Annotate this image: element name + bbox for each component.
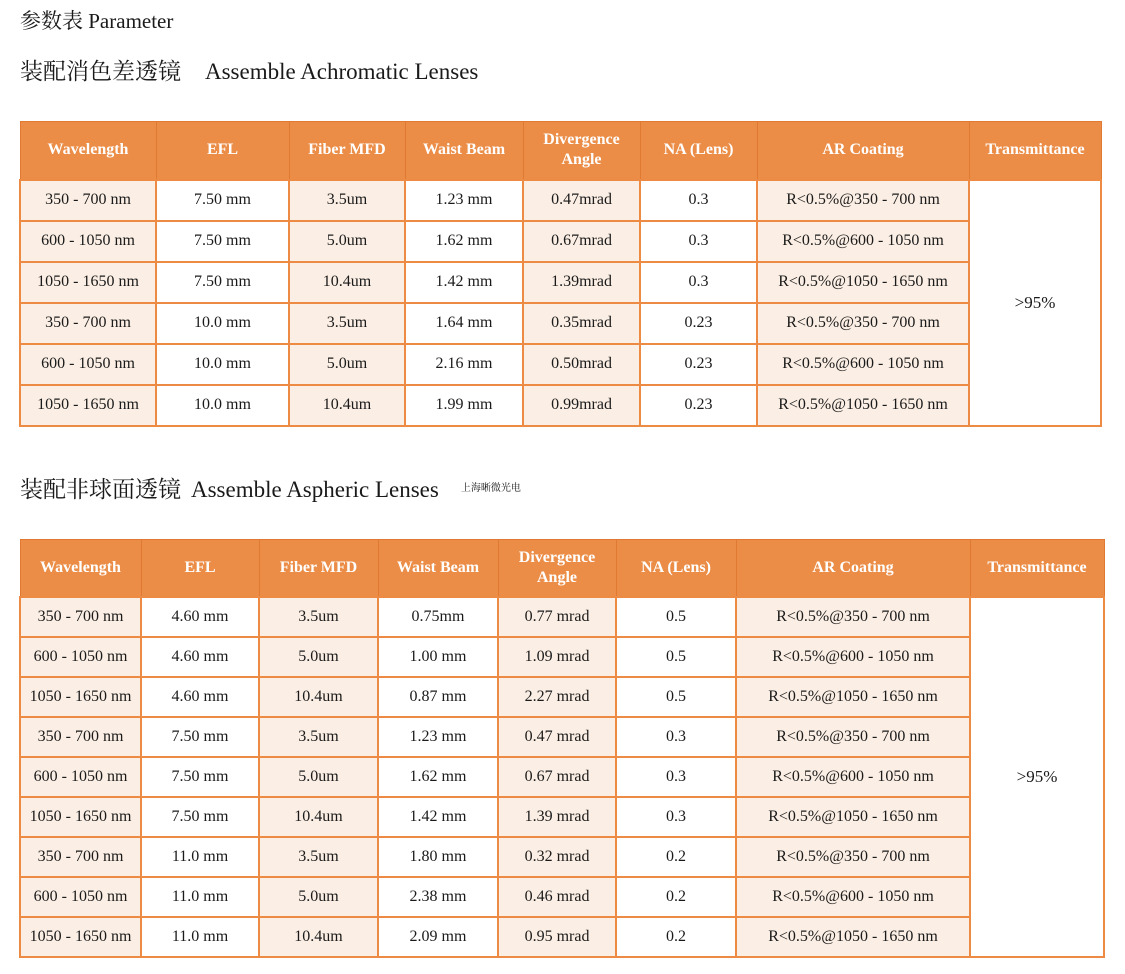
section-title-en: Assemble Aspheric Lenses [191,477,439,502]
cell-ar-coating: R<0.5%@600 - 1050 nm [736,877,970,917]
cell-waist-beam: 1.42 mm [405,262,523,303]
cell-na: 0.2 [616,917,736,957]
header-waist-beam: Waist Beam [405,122,523,180]
table-row [20,837,1104,877]
table-row [20,637,1104,677]
cell-fiber-mfd: 3.5um [289,180,405,221]
cell-fiber-mfd: 3.5um [259,837,378,877]
table-row [20,303,1101,344]
cell-divergence: 0.46 mrad [498,877,616,917]
cell-waist-beam: 0.75mm [378,597,498,637]
cell-efl: 7.50 mm [156,180,289,221]
header-divergence-angle: Divergence Angle [523,122,640,180]
cell-waist-beam: 1.62 mm [378,757,498,797]
cell-na: 0.3 [616,757,736,797]
cell-efl: 4.60 mm [141,637,259,677]
cell-ar-coating: R<0.5%@600 - 1050 nm [757,221,969,262]
cell-waist-beam: 1.23 mm [378,717,498,757]
cell-divergence: 0.95 mrad [498,917,616,957]
table-row [20,717,1104,757]
header-fiber-mfd: Fiber MFD [289,122,405,180]
header-wavelength: Wavelength [20,122,156,180]
cell-wavelength: 1050 - 1650 nm [20,677,141,717]
cell-waist-beam: 2.16 mm [405,344,523,385]
cell-efl: 7.50 mm [141,757,259,797]
cell-ar-coating: R<0.5%@350 - 700 nm [736,837,970,877]
cell-wavelength: 350 - 700 nm [20,597,141,637]
cell-divergence: 0.67mrad [523,221,640,262]
header-transmittance: Transmittance [970,540,1104,597]
cell-efl: 10.0 mm [156,385,289,426]
section-heading-aspheric [20,474,521,505]
header-waist-beam: Waist Beam [378,540,498,597]
cell-na: 0.5 [616,637,736,677]
table-row [20,597,1104,637]
cell-ar-coating: R<0.5%@1050 - 1650 nm [736,917,970,957]
cell-ar-coating: R<0.5%@350 - 700 nm [736,717,970,757]
cell-wavelength: 1050 - 1650 nm [20,262,156,303]
cell-wavelength: 1050 - 1650 nm [20,385,156,426]
cell-wavelength: 600 - 1050 nm [20,221,156,262]
header-divergence-angle: Divergence Angle [498,540,616,597]
cell-fiber-mfd: 3.5um [259,597,378,637]
cell-efl: 11.0 mm [141,837,259,877]
cell-fiber-mfd: 5.0um [259,757,378,797]
cell-na: 0.5 [616,597,736,637]
aspheric-lens-table [19,539,1105,958]
cell-ar-coating: R<0.5%@600 - 1050 nm [736,637,970,677]
cell-waist-beam: 1.99 mm [405,385,523,426]
cell-divergence: 1.09 mrad [498,637,616,677]
cell-efl: 4.60 mm [141,677,259,717]
header-efl: EFL [156,122,289,180]
cell-efl: 7.50 mm [156,262,289,303]
cell-divergence: 0.77 mrad [498,597,616,637]
header-fiber-mfd: Fiber MFD [259,540,378,597]
cell-na: 0.23 [640,303,757,344]
cell-wavelength: 350 - 700 nm [20,180,156,221]
cell-ar-coating: R<0.5%@600 - 1050 nm [736,757,970,797]
cell-wavelength: 1050 - 1650 nm [20,917,141,957]
cell-efl: 7.50 mm [156,221,289,262]
cell-ar-coating: R<0.5%@1050 - 1650 nm [757,262,969,303]
cell-wavelength: 600 - 1050 nm [20,757,141,797]
cell-fiber-mfd: 5.0um [259,877,378,917]
cell-divergence: 1.39 mrad [498,797,616,837]
cell-fiber-mfd: 5.0um [289,221,405,262]
header-wavelength: Wavelength [20,540,141,597]
cell-fiber-mfd: 3.5um [259,717,378,757]
table-row [20,221,1101,262]
table-row [20,344,1101,385]
header-na-lens: NA (Lens) [616,540,736,597]
cell-fiber-mfd: 5.0um [259,637,378,677]
cell-divergence: 0.47 mrad [498,717,616,757]
cell-divergence: 1.39mrad [523,262,640,303]
header-ar-coating: AR Coating [757,122,969,180]
cell-divergence: 0.32 mrad [498,837,616,877]
cell-divergence: 0.99mrad [523,385,640,426]
header-efl: EFL [141,540,259,597]
cell-transmittance: >95% [970,597,1104,957]
cell-fiber-mfd: 10.4um [259,797,378,837]
header-na-lens: NA (Lens) [640,122,757,180]
cell-wavelength: 350 - 700 nm [20,717,141,757]
cell-waist-beam: 1.64 mm [405,303,523,344]
cell-na: 0.3 [640,221,757,262]
cell-ar-coating: R<0.5%@1050 - 1650 nm [757,385,969,426]
cell-na: 0.3 [640,262,757,303]
cell-waist-beam: 2.38 mm [378,877,498,917]
cell-fiber-mfd: 10.4um [259,917,378,957]
section-title-zh: 装配非球面透镜 [20,477,181,502]
cell-ar-coating: R<0.5%@350 - 700 nm [736,597,970,637]
cell-efl: 7.50 mm [141,797,259,837]
table-row [20,677,1104,717]
cell-wavelength: 1050 - 1650 nm [20,797,141,837]
cell-wavelength: 600 - 1050 nm [20,637,141,677]
cell-fiber-mfd: 10.4um [289,262,405,303]
cell-na: 0.3 [616,797,736,837]
cell-transmittance: >95% [969,180,1101,426]
cell-divergence: 0.47mrad [523,180,640,221]
table-row [20,877,1104,917]
header-transmittance: Transmittance [969,122,1101,180]
cell-efl: 7.50 mm [141,717,259,757]
cell-efl: 10.0 mm [156,303,289,344]
header-ar-coating: AR Coating [736,540,970,597]
cell-ar-coating: R<0.5%@350 - 700 nm [757,303,969,344]
achromatic-lens-table [19,121,1102,427]
cell-na: 0.3 [616,717,736,757]
cell-divergence: 0.50mrad [523,344,640,385]
table-header-row [20,540,1104,597]
cell-waist-beam: 1.00 mm [378,637,498,677]
cell-efl: 4.60 mm [141,597,259,637]
cell-fiber-mfd: 5.0um [289,344,405,385]
table-row [20,797,1104,837]
cell-divergence: 0.35mrad [523,303,640,344]
cell-na: 0.2 [616,837,736,877]
cell-fiber-mfd: 10.4um [289,385,405,426]
table-row [20,757,1104,797]
cell-ar-coating: R<0.5%@1050 - 1650 nm [736,797,970,837]
table-row [20,917,1104,957]
cell-efl: 11.0 mm [141,877,259,917]
cell-efl: 10.0 mm [156,344,289,385]
cell-divergence: 2.27 mrad [498,677,616,717]
table-row [20,180,1101,221]
cell-na: 0.5 [616,677,736,717]
table-header-row [20,122,1101,180]
cell-ar-coating: R<0.5%@1050 - 1650 nm [736,677,970,717]
brand-label: 上海晰微光电 [460,483,521,494]
cell-waist-beam: 0.87 mm [378,677,498,717]
section-heading-achromatic [20,57,478,87]
page-title: 参数表 Parameter [20,9,174,33]
table-row [20,262,1101,303]
cell-na: 0.3 [640,180,757,221]
cell-wavelength: 600 - 1050 nm [20,344,156,385]
cell-waist-beam: 2.09 mm [378,917,498,957]
cell-waist-beam: 1.62 mm [405,221,523,262]
cell-fiber-mfd: 10.4um [259,677,378,717]
cell-wavelength: 350 - 700 nm [20,837,141,877]
section-title-zh: 装配消色差透镜 [20,59,181,84]
cell-ar-coating: R<0.5%@350 - 700 nm [757,180,969,221]
cell-fiber-mfd: 3.5um [289,303,405,344]
cell-na: 0.23 [640,344,757,385]
cell-waist-beam: 1.80 mm [378,837,498,877]
cell-waist-beam: 1.42 mm [378,797,498,837]
table-row [20,385,1101,426]
cell-ar-coating: R<0.5%@600 - 1050 nm [757,344,969,385]
section-title-en: Assemble Achromatic Lenses [205,59,479,84]
cell-na: 0.23 [640,385,757,426]
cell-wavelength: 600 - 1050 nm [20,877,141,917]
cell-na: 0.2 [616,877,736,917]
cell-waist-beam: 1.23 mm [405,180,523,221]
cell-efl: 11.0 mm [141,917,259,957]
cell-divergence: 0.67 mrad [498,757,616,797]
cell-wavelength: 350 - 700 nm [20,303,156,344]
